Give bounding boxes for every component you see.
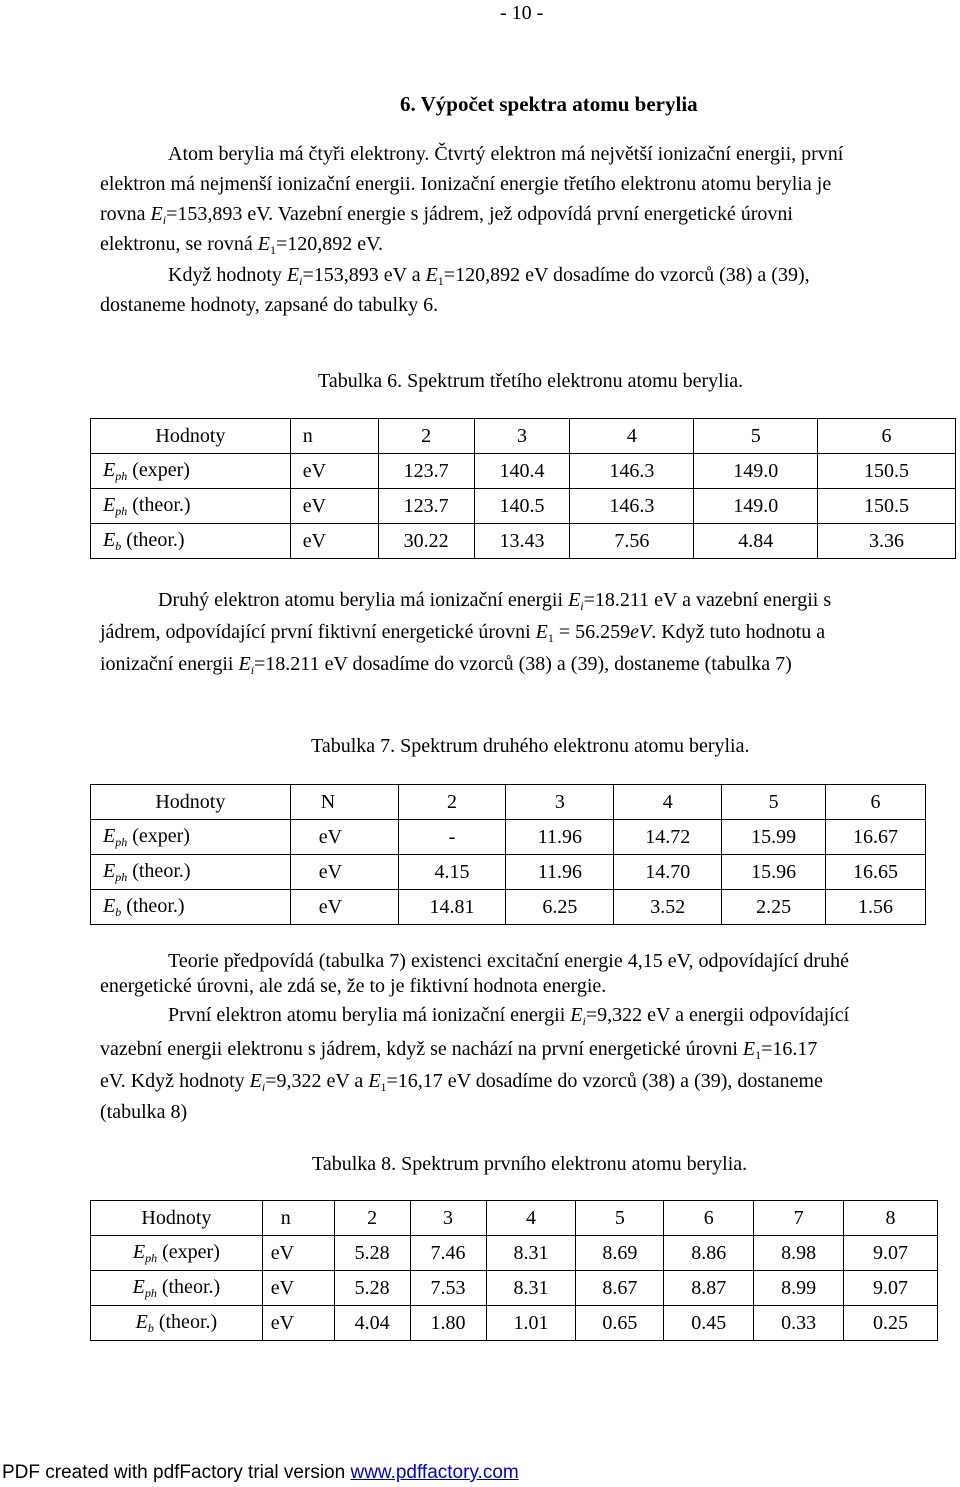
value-cell: 9.07 bbox=[844, 1271, 938, 1306]
table8-header-cell: 2 bbox=[334, 1201, 410, 1236]
value-cell: 8.67 bbox=[576, 1271, 664, 1306]
table7-caption: Tabulka 7. Spektrum druhého elektronu atomu berylia. bbox=[311, 735, 750, 757]
value-cell: 4.15 bbox=[398, 855, 506, 890]
value-cell: 140.5 bbox=[474, 489, 570, 524]
table-row bbox=[91, 1306, 938, 1341]
para1-line4: elektronu, se rovná $E_1=120,892$ eV. bbox=[100, 233, 383, 257]
para5-line3: eV. Když hodnoty $E_i=9,322$ eV a $E_1=16,17$ eV dosadíme do vzorců (38) a (39), dostaneme bbox=[100, 1070, 823, 1094]
para4-line2: energetické úrovni, ale zdá se, že to je fiktivní hodnota energie. bbox=[100, 975, 607, 997]
pdffactory-link[interactable]: www.pdffactory.com bbox=[350, 1462, 519, 1483]
row-label: $E_b$ (theor.) bbox=[91, 1306, 263, 1341]
value-cell: 149.0 bbox=[694, 489, 818, 524]
row-label: $E_b$ (theor.) bbox=[91, 890, 291, 925]
footer-text: PDF created with pdfFactory trial version bbox=[2, 1462, 351, 1483]
table-row bbox=[91, 1271, 938, 1306]
value-cell: 13.43 bbox=[474, 524, 570, 559]
table8-header-cell: 6 bbox=[664, 1201, 754, 1236]
value-cell: 7.46 bbox=[410, 1236, 486, 1271]
value-cell: 15.96 bbox=[722, 855, 826, 890]
value-cell: 15.99 bbox=[722, 820, 826, 855]
value-cell: 146.3 bbox=[570, 489, 694, 524]
value-cell: 4.84 bbox=[694, 524, 818, 559]
table7-header-cell: 6 bbox=[826, 785, 926, 820]
para3-line2: jádrem, odpovídající první fiktivní energetické úrovni $E_1 = 56.259eV$. Když tuto hodnotu a bbox=[100, 621, 826, 645]
table6 bbox=[90, 418, 956, 559]
para5-line1: První elektron atomu berylia má ionizační energii $E_i=9,322$ eV a energii odpovídající bbox=[168, 1004, 850, 1028]
table8-header-cell: Hodnoty bbox=[91, 1201, 263, 1236]
value-cell: 5.28 bbox=[334, 1271, 410, 1306]
value-cell: 150.5 bbox=[818, 454, 956, 489]
table6-header-cell: 6 bbox=[818, 419, 956, 454]
value-cell: 0.45 bbox=[664, 1306, 754, 1341]
value-cell: 123.7 bbox=[378, 489, 474, 524]
table8-header-cell: 3 bbox=[410, 1201, 486, 1236]
para3-line3: ionizační energii $E_i=18.211$ eV dosadíme do vzorců (38) a (39), dostaneme (tabulka 7) bbox=[100, 653, 792, 677]
table-row bbox=[91, 524, 956, 559]
table8-header-row bbox=[91, 1201, 938, 1236]
value-cell: 16.67 bbox=[826, 820, 926, 855]
row-label: $E_{ph}$ (exper) bbox=[91, 820, 291, 855]
para2-line1: Když hodnoty $E_i=153,893$ eV a $E_1=120,892$ eV dosadíme do vzorců (38) a (39), bbox=[168, 264, 810, 288]
table7-header-row bbox=[91, 785, 926, 820]
row-label: $E_{ph}$ (theor.) bbox=[91, 1271, 263, 1306]
table-row bbox=[91, 890, 926, 925]
row-label: $E_{ph}$ (exper) bbox=[91, 1236, 263, 1271]
value-cell: 8.98 bbox=[754, 1236, 844, 1271]
unit-cell: eV bbox=[262, 1236, 334, 1271]
table7 bbox=[90, 784, 926, 925]
table6-caption: Tabulka 6. Spektrum třetího elektronu atomu berylia. bbox=[318, 370, 744, 392]
table-row bbox=[91, 855, 926, 890]
unit-cell: eV bbox=[290, 855, 398, 890]
table7-header-cell: 5 bbox=[722, 785, 826, 820]
value-cell: 30.22 bbox=[378, 524, 474, 559]
value-cell: 146.3 bbox=[570, 454, 694, 489]
value-cell: 8.31 bbox=[486, 1236, 576, 1271]
table6-header-cell: 2 bbox=[378, 419, 474, 454]
value-cell: 8.99 bbox=[754, 1271, 844, 1306]
para2-line2: dostaneme hodnoty, zapsané do tabulky 6. bbox=[100, 294, 439, 316]
value-cell: 5.28 bbox=[334, 1236, 410, 1271]
table7-header-cell: 3 bbox=[506, 785, 614, 820]
value-cell: 3.36 bbox=[818, 524, 956, 559]
table6-header-cell: 5 bbox=[694, 419, 818, 454]
para5-line4: (tabulka 8) bbox=[100, 1101, 188, 1123]
para3-line1: Druhý elektron atomu berylia má ionizační energii $E_i=18.211$ eV a vazební energii s bbox=[158, 589, 832, 613]
table8-header-cell: n bbox=[262, 1201, 334, 1236]
table-row bbox=[91, 820, 926, 855]
value-cell: 11.96 bbox=[506, 855, 614, 890]
value-cell: 2.25 bbox=[722, 890, 826, 925]
value-cell: 8.31 bbox=[486, 1271, 576, 1306]
value-cell: 8.69 bbox=[576, 1236, 664, 1271]
table6-header-row bbox=[91, 419, 956, 454]
value-cell: 9.07 bbox=[844, 1236, 938, 1271]
value-cell: 8.86 bbox=[664, 1236, 754, 1271]
table-row bbox=[91, 454, 956, 489]
unit-cell: eV bbox=[290, 820, 398, 855]
para1-line1: Atom berylia má čtyři elektrony. Čtvrtý elektron má největší ionizační energii, první bbox=[168, 143, 844, 165]
para1-line3: rovna $E_i=153,893$ eV. Vazební energie s jádrem, jež odpovídá první energetické úrovni bbox=[100, 203, 793, 227]
value-cell: 140.4 bbox=[474, 454, 570, 489]
page-number: - 10 - bbox=[500, 2, 544, 24]
row-label: $E_{ph}$ (theor.) bbox=[91, 489, 291, 524]
value-cell: 123.7 bbox=[378, 454, 474, 489]
table6-header-cell: 3 bbox=[474, 419, 570, 454]
unit-cell: eV bbox=[262, 1271, 334, 1306]
value-cell: 14.81 bbox=[398, 890, 506, 925]
unit-cell: eV bbox=[262, 1306, 334, 1341]
table8-header-cell: 8 bbox=[844, 1201, 938, 1236]
unit-cell: eV bbox=[290, 890, 398, 925]
value-cell: 11.96 bbox=[506, 820, 614, 855]
para4-line1: Teorie předpovídá (tabulka 7) existenci excitační energie 4,15 eV, odpovídající druhé bbox=[168, 950, 849, 972]
value-cell: - bbox=[398, 820, 506, 855]
unit-cell: eV bbox=[290, 454, 378, 489]
table7-header-cell: 4 bbox=[614, 785, 722, 820]
row-label: $E_b$ (theor.) bbox=[91, 524, 291, 559]
value-cell: 0.65 bbox=[576, 1306, 664, 1341]
value-cell: 1.80 bbox=[410, 1306, 486, 1341]
value-cell: 1.01 bbox=[486, 1306, 576, 1341]
table-row bbox=[91, 489, 956, 524]
para1-line2: elektron má nejmenší ionizační energii. Ionizační energie třetího elektronu atomu berylia je bbox=[100, 173, 832, 195]
value-cell: 8.87 bbox=[664, 1271, 754, 1306]
table8-caption: Tabulka 8. Spektrum prvního elektronu atomu berylia. bbox=[312, 1153, 748, 1175]
row-label: $E_{ph}$ (theor.) bbox=[91, 855, 291, 890]
para5-line2: vazební energii elektronu s jádrem, když se nachází na první energetické úrovni $E_1=16.17$ bbox=[100, 1038, 818, 1062]
value-cell: 4.04 bbox=[334, 1306, 410, 1341]
table6-header-cell: 4 bbox=[570, 419, 694, 454]
table8 bbox=[90, 1200, 938, 1341]
pdf-footer bbox=[2, 1462, 519, 1484]
row-label: $E_{ph}$ (exper) bbox=[91, 454, 291, 489]
value-cell: 14.72 bbox=[614, 820, 722, 855]
table8-header-cell: 4 bbox=[486, 1201, 576, 1236]
value-cell: 16.65 bbox=[826, 855, 926, 890]
table8-header-cell: 7 bbox=[754, 1201, 844, 1236]
value-cell: 150.5 bbox=[818, 489, 956, 524]
table6-header-cell: n bbox=[290, 419, 378, 454]
value-cell: 0.33 bbox=[754, 1306, 844, 1341]
table7-header-cell: Hodnoty bbox=[91, 785, 291, 820]
table8-header-cell: 5 bbox=[576, 1201, 664, 1236]
table6-header-cell: Hodnoty bbox=[91, 419, 291, 454]
value-cell: 149.0 bbox=[694, 454, 818, 489]
table-row bbox=[91, 1236, 938, 1271]
value-cell: 7.53 bbox=[410, 1271, 486, 1306]
value-cell: 6.25 bbox=[506, 890, 614, 925]
section-heading: 6. Výpočet spektra atomu berylia bbox=[400, 92, 698, 116]
unit-cell: eV bbox=[290, 524, 378, 559]
value-cell: 3.52 bbox=[614, 890, 722, 925]
value-cell: 7.56 bbox=[570, 524, 694, 559]
value-cell: 1.56 bbox=[826, 890, 926, 925]
table7-header-cell: 2 bbox=[398, 785, 506, 820]
table7-header-cell: N bbox=[290, 785, 398, 820]
unit-cell: eV bbox=[290, 489, 378, 524]
value-cell: 14.70 bbox=[614, 855, 722, 890]
value-cell: 0.25 bbox=[844, 1306, 938, 1341]
